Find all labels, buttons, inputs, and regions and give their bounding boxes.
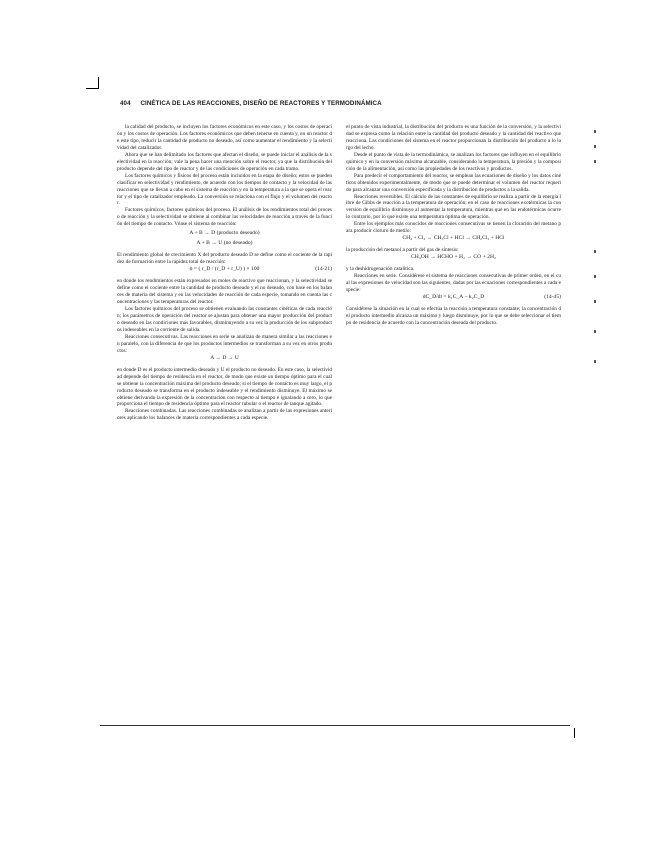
- paragraph: Ahora que se han delimitado los factores que afectan el diseño, se puede iniciar el análisis de la selectividad en la reacción; vale la pena hacer una mención sobre el reactor, ya que la distribución del producto depende del tipo de reactor y de las condiciones de operación en cada tramo.: [117, 151, 332, 172]
- equation: [117, 266, 332, 278]
- paragraph: en donde D es el producto intermedio deseado y U el producto no deseado. En este caso, la selectividad depende del tiempo de residencia en el reactor, de modo que existe un tiempo óptimo para el cual se obtiene la concentración máxima del producto deseado; si el tiempo de contacto es muy largo, el producto deseado se transforma en el producto indeseable y el rendimiento disminuye. El máximo se obtiene derivando la expresión de la concentración con respecto al tiempo e igualando a cero, lo que proporciona el tiempo de residencia óptimo para el reactor tubular o el reactor de tanque agitado.: [117, 366, 332, 408]
- paragraph: Reacciones en serie. Considérese el sistema de reacciones consecutivas de primer orden, en el cual las expresiones de velocidad son las siguientes, dadas por las ecuaciones correspondientes a cada especie:: [346, 273, 561, 294]
- page-number: 404: [120, 100, 131, 107]
- equation-line: CH₃OH → HCHO + H₂ → CO + 2H₂: [411, 254, 496, 261]
- equation: [117, 228, 332, 252]
- equation: [346, 254, 561, 266]
- running-header: [120, 100, 560, 112]
- paragraph: Factores químicos, factores químicos del proceso. El análisis de los rendimientos total del proceso de reacción y la selectividad se obtiene al combinar las velocidades de reacción a través de la función del tiempo de contacto. Véase el sistema de reacción:: [117, 207, 332, 228]
- paragraph: Los factores químicos y físicos del proceso están incluidos en la etapa de diseño; estos se pueden clasificar en selectividad y rendimiento, de acuerdo con los tiempos de contacto y la velocidad de las reacciones que se llevan a cabo en el sistema de reacción y en la temperatura a la que se opera el reactor y el tipo de catalizador empleado. La conversión se relaciona con el flujo y el volumen del reactor.: [117, 172, 332, 207]
- paragraph: la producción del metanol a partir del gas de síntesis:: [346, 247, 459, 254]
- paragraph: el punto de vista industrial, la distribución del producto es una función de la conversión, y la selectividad se expresa como la relación entre la cantidad del producto deseado y la cantidad del reactivo que reacciona. Las condiciones del sistema en el reactor proporcionan la distribución del producto a lo largo del lecho.: [346, 124, 561, 151]
- paragraph: Reacciones consecutivas. Las reacciones en serie se analizan de manera similar a las reacciones en paralelo, con la diferencia de que los productos intermedios se transforman a su vez en otros productos:: [117, 333, 332, 354]
- crop-mark-top-left: [98, 77, 99, 89]
- paragraph: Para predecir el comportamiento del reactor, se emplean las ecuaciones de diseño y los datos cinéticos obtenidos experimentalmente, de modo que se puede determinar el volumen del reactor requerido para alcanzar una conversión especificada y la distribución de productos a la salida.: [346, 172, 561, 193]
- paragraph: Reacciones combinadas. Las reacciones combinadas se analizan a partir de las expresiones anteriores aplicando los balances de materia correspondientes a cada especie.: [117, 408, 332, 422]
- equation: [117, 355, 332, 367]
- crop-mark-bottom-right: [574, 728, 575, 738]
- paragraph: en donde los rendimientos están expresados en moles de reactivo que reaccionan, y la selectividad se define como el cociente entre la cantidad de producto deseado y el no deseado, con base en los balances de materia del sistema y en las velocidades de reacción de cada especie, tomando en cuenta las concentraciones y las temperaturas del reactor.: [117, 278, 332, 306]
- equation-line: A + B → D (producto deseado): [189, 230, 260, 237]
- equation-number: (14-45): [544, 294, 561, 301]
- paragraph: Desde el punto de vista de la termodinámica, se analizan los factores que influyen en el equilibrio químico y en la conversión máxima alcanzable, considerando la temperatura, la presión y la composición de la alimentación, así como las propiedades de los reactivos y productos.: [346, 151, 561, 172]
- equation-line: dC_D/dt = k₁C_A − k₂C_D: [422, 294, 485, 301]
- paragraph: Reacciones reversibles. El cálculo de las constantes de equilibrio se realiza a partir de la energía libre de Gibbs de reacción a la temperatura de operación; en el caso de reacciones exotérmicas la conversión de equilibrio disminuye al aumentar la temperatura, mientras que en las endotérmicas ocurre lo contrario, por lo que existe una temperatura óptima de operación.: [346, 193, 561, 221]
- left-column: [117, 124, 332, 422]
- equation: [346, 294, 561, 306]
- equation-line: CH₄ + Cl₂ → CH₃Cl + HCl → CH₂Cl₂ + HCl: [402, 235, 505, 242]
- equation-line: A + B → U (no deseado): [196, 240, 253, 247]
- paragraph: Los factores químicos del proceso se obtienen evaluando las constantes cinéticas de cada reacción; los parámetros de operación del reactor se ajustan para obtener una mayor producción del producto deseado en las condiciones más favorables, disminuyendo a su vez la producción de los subproductos indeseables en la corriente de salida.: [117, 306, 332, 333]
- paragraph: la calidad del producto, se incluyen los factores económicos en este caso, y los costos de operación y los costos de operación. Los factores económicos que deben tenerse en cuenta y, en un reactor de este tipo, reducir la cantidad de producto no deseado, así como aumentar el rendimiento y la selectividad del catalizador.: [117, 124, 332, 151]
- paragraph: Considérese la situación en la cual se efectúa la reacción a temperatura constante; la concentración del producto intermedio alcanza un máximo y luego disminuye, por lo que se debe seleccionar el tiempo de residencia de acuerdo con la concentración deseada del producto.: [346, 306, 561, 326]
- paragraph: y la deshidrogenación catalítica.: [346, 266, 415, 273]
- paragraph: El rendimiento global de crecimiento X del producto deseado D se define como el cociente de la rapidez de formación entre la rapidez total de reacción:: [117, 252, 332, 266]
- right-column: [346, 124, 561, 327]
- bottom-rule: [100, 725, 570, 726]
- equation-number: (14-21): [315, 266, 332, 273]
- crop-mark-top-left-h: [86, 88, 98, 89]
- equation-line: A → D → U: [210, 354, 239, 361]
- equation-line: ϕ = ( r_D / (r_D + r_U) ) × 100: [189, 266, 260, 273]
- paragraph: Entre los ejemplos más conocidos de reacciones consecutivas se tienen la cloración del metano para producir cloruro de metilo:: [346, 221, 561, 235]
- running-title: CINÉTICA DE LAS REACCIONES, DISEÑO DE REACTORES Y TERMODINÁMICA: [140, 100, 382, 107]
- equation: [346, 235, 561, 247]
